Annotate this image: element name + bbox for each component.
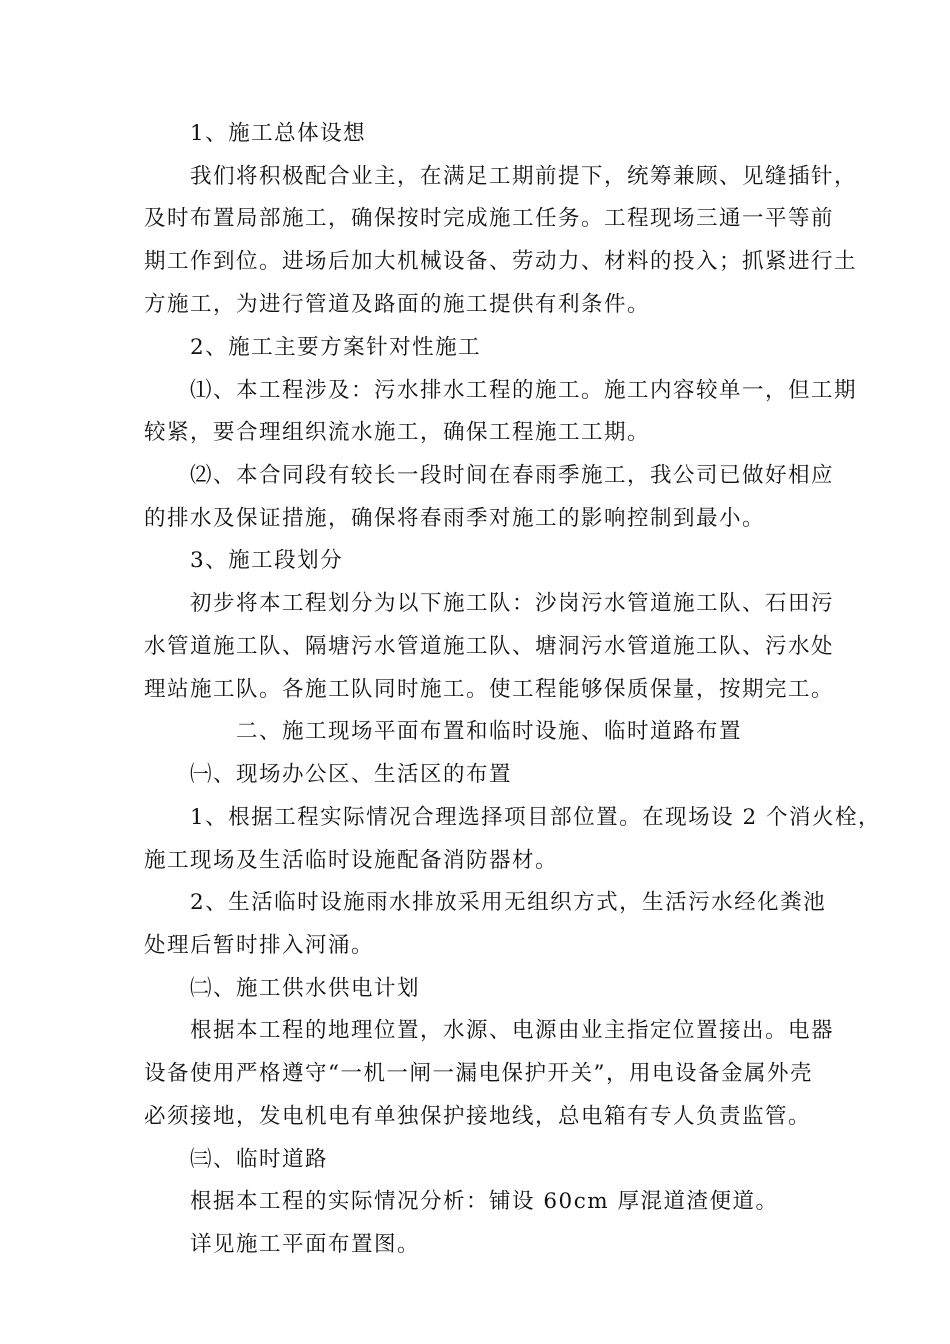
section-heading: ㈡、施工供水供电计划 [190,976,421,1001]
section-heading: 1、施工总体设想 [190,121,367,146]
paragraph-line: 较紧，要合理组织流水施工，确保工程施工工期。 [144,420,651,445]
section-heading: ㈢、临时道路 [190,1147,329,1172]
paragraph-line: 2、生活临时设施雨水排放采用无组织方式，生活污水经化粪池 [190,890,827,915]
paragraph-line: 方施工，为进行管道及路面的施工提供有利条件。 [144,292,651,317]
paragraph-line: ⑵、本合同段有较长一段时间在春雨季施工，我公司已做好相应 [190,463,835,488]
paragraph-line: 及时布置局部施工，确保按时完成施工任务。工程现场三通一平等前 [144,206,835,231]
paragraph-line: 1、根据工程实际情况合理选择项目部位置。在现场设 2 个消火栓， [190,805,882,830]
section-heading: 3、施工段划分 [190,548,344,573]
section-heading: 2、施工主要方案针对性施工 [190,335,482,360]
paragraph-line: 初步将本工程划分为以下施工队：沙岗污水管道施工队、石田污 [190,591,835,616]
paragraph-line: 处理后暂时排入河涌。 [144,933,375,958]
section-heading: ㈠、现场办公区、生活区的布置 [190,762,513,787]
paragraph-line: 根据本工程的实际情况分析：铺设 60cm 厚混道渣便道。 [190,1189,779,1214]
paragraph-line: 施工现场及生活临时设施配备消防器材。 [144,848,559,873]
paragraph-line: 我们将积极配合业主，在满足工期前提下，统筹兼顾、见缝插针， [190,164,858,189]
paragraph-line: ⑴、本工程涉及：污水排水工程的施工。施工内容较单一，但工期 [190,378,858,403]
paragraph-line: 期工作到位。进场后加大机械设备、劳动力、材料的投入；抓紧进行土 [144,249,858,274]
paragraph-line: 设备使用严格遵守“一机一闸一漏电保护开关”，用电设备金属外壳 [144,1061,813,1086]
paragraph-line: 理站施工队。各施工队同时施工。使工程能够保质保量，按期完工。 [144,677,835,702]
paragraph-line: 必须接地，发电机电有单独保护接地线，总电箱有专人负责监管。 [144,1104,812,1129]
paragraph-line: 的排水及保证措施，确保将春雨季对施工的影响控制到最小。 [144,506,766,531]
paragraph-line: 根据本工程的地理位置，水源、电源由业主指定位置接出。电器 [190,1018,835,1043]
paragraph-line: 详见施工平面布置图。 [190,1232,421,1257]
chapter-heading: 二、施工现场平面布置和临时设施、临时道路布置 [236,719,743,744]
paragraph-line: 水管道施工队、隔塘污水管道施工队、塘洞污水管道施工队、污水处 [144,634,835,659]
